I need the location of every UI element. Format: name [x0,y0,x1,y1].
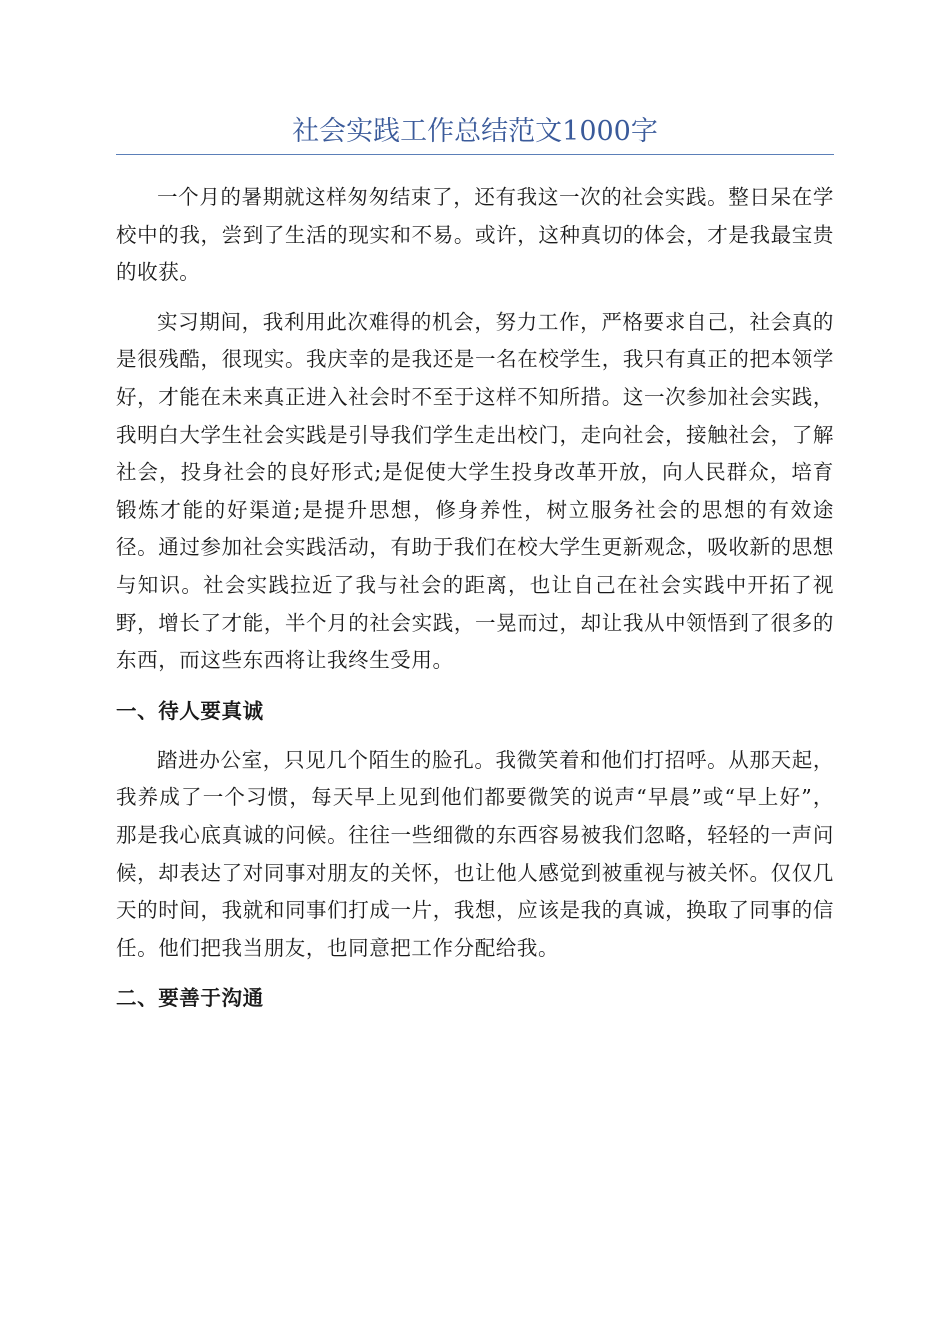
document-title: 社会实践工作总结范文1000字 [292,116,658,147]
paragraph-sincerity: 踏进办公室，只见几个陌生的脸孔。我微笑着和他们打招呼。从那天起，我养成了一个习惯，每天早上见到他们都要微笑的说声“早晨”或“早上好”，那是我心底真诚的问候。往往一些细微的东西容易被我们忽略，轻轻的一声问候，却表达了对同事对朋友的关怀，也让他人感觉到被重视与被关怀。仅仅几天的时间，我就和同事们打成一片，我想，应该是我的真诚，换取了同事的信任。他们把我当朋友，也同意把工作分配给我。 [116,747,834,960]
section-heading-communication: 二、要善于沟通 [116,986,264,1011]
title-underline [116,154,834,155]
document-page [116,112,834,1029]
paragraph-internship: 实习期间，我利用此次难得的机会，努力工作，严格要求自己，社会真的是很残酷，很现实。我庆幸的是我还是一名在校学生，我只有真正的把本领学好，才能在未来真正进入社会时不至于这样不知所措。这一次参加社会实践，我明白大学生社会实践是引导我们学生走出校门，走向社会，接触社会，了解社会，投身社会的良好形式;是促使大学生投身改革开放，向人民群众，培育锻炼才能的好渠道;是提升思想，修身养性，树立服务社会的思想的有效途径。通过参加社会实践活动，有助于我们在校大学生更新观念，吸收新的思想与知识。社会实践拉近了我与社会的距离，也让自己在社会实践中开拓了视野，增长了才能，半个月的社会实践，一晃而过，却让我从中领悟到了很多的东西，而这些东西将让我终生受用。 [116,309,834,673]
paragraph-intro: 一个月的暑期就这样匆匆结束了，还有我这一次的社会实践。整日呆在学校中的我，尝到了生活的现实和不易。或许，这种真切的体会，才是我最宝贵的收获。 [116,185,834,285]
section-heading-sincerity: 一、待人要真诚 [116,698,264,723]
